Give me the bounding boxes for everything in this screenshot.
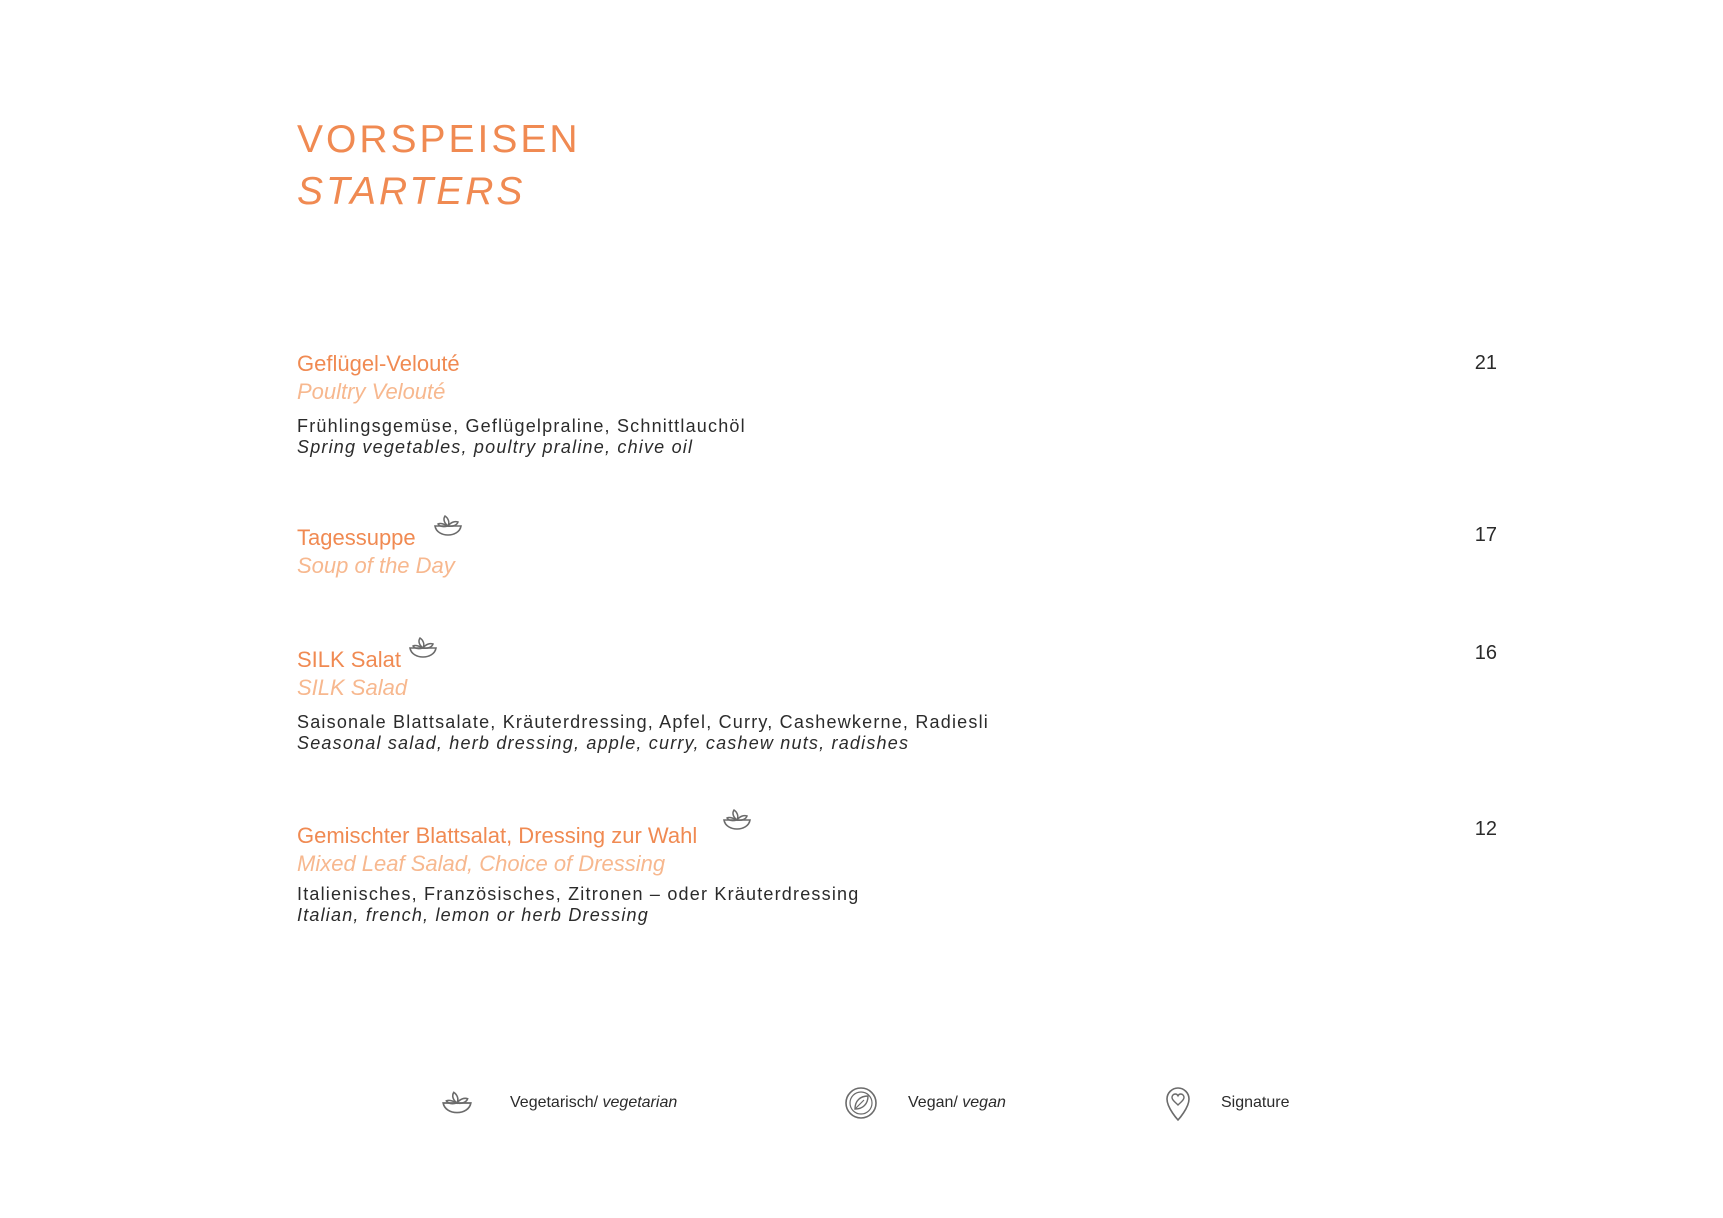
legend-signature-label: Signature: [1221, 1094, 1290, 1111]
menu-item-price: 17: [1474, 524, 1497, 546]
menu-item-description-de: Italienisches, Französisches, Zitronen – oder Kräuterdressing: [297, 884, 860, 904]
menu-item-soup-of-the-day: [297, 524, 1497, 580]
menu-item-description-en: Spring vegetables, poultry praline, chive oil: [297, 437, 694, 457]
vegetarian-bowl-icon: [432, 514, 464, 538]
menu-item-description-de: Frühlingsgemüse, Geflügelpraline, Schnittlauchöl: [297, 416, 746, 436]
menu-item-name-de: Geflügel-Velouté: [297, 351, 460, 376]
menu-item-name-en: SILK Salad: [297, 675, 408, 700]
section-title-german: VORSPEISEN: [297, 118, 581, 161]
legend: [0, 1086, 1723, 1126]
menu-item-name-de: SILK Salat: [297, 647, 401, 672]
vegan-leaf-icon: [844, 1086, 878, 1120]
vegetarian-bowl-icon: [440, 1090, 474, 1124]
menu-item-description-en: Italian, french, lemon or herb Dressing: [297, 905, 649, 925]
menu-item-price: 12: [1474, 818, 1497, 840]
menu-item-description-en: Seasonal salad, herb dressing, apple, curry, cashew nuts, radishes: [297, 733, 910, 753]
menu-item-price: 16: [1474, 642, 1497, 664]
menu-item-name-en: Poultry Velouté: [297, 379, 446, 404]
vegetarian-bowl-icon: [407, 636, 439, 660]
menu-item-poultry-veloute: [297, 350, 1497, 458]
menu-item-name-de: Gemischter Blattsalat, Dressing zur Wahl: [297, 823, 698, 848]
menu-item-price: 21: [1474, 352, 1497, 374]
vegetarian-bowl-icon: [721, 808, 753, 832]
section-title-english: STARTERS: [297, 170, 526, 213]
menu-item-silk-salad: [297, 642, 1497, 754]
signature-heart-pin-icon: [1163, 1086, 1197, 1120]
menu-item-description-de: Saisonale Blattsalate, Kräuterdressing, Apfel, Curry, Cashewkerne, Radiesli: [297, 712, 989, 732]
menu-item-mixed-leaf-salad: [297, 818, 1497, 926]
legend-vegan-label: Vegan/ vegan: [908, 1094, 1006, 1111]
menu-item-name-de: Tagessuppe: [297, 525, 416, 550]
legend-vegetarian-label: Vegetarisch/ vegetarian: [510, 1094, 678, 1111]
menu-item-name-en: Mixed Leaf Salad, Choice of Dressing: [297, 851, 666, 876]
menu-item-name-en: Soup of the Day: [297, 553, 455, 578]
